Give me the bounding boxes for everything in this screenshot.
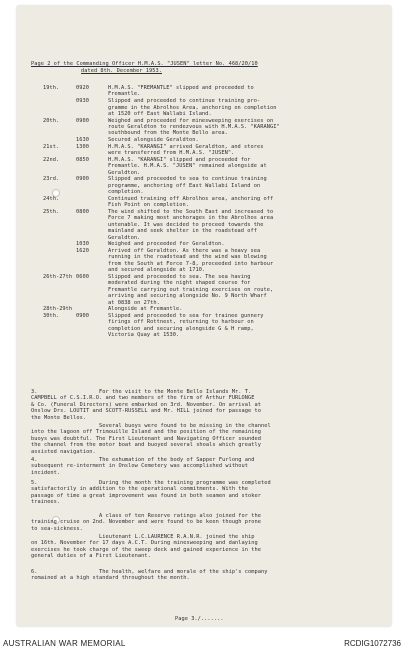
paragraph-line: general duties of a First Lieutenant. (31, 553, 151, 560)
paragraph-line: subsequent re-interment in Onslow Cemetery was accomplished without (31, 463, 249, 470)
log-time: 1620 (76, 248, 89, 254)
page-continuation: Page 3./....... (175, 616, 224, 622)
paragraph-line: trainees. (31, 499, 61, 506)
log-text-line: Fremantle. (108, 91, 141, 98)
log-text-line: Secured alongside Geraldton. (108, 137, 199, 144)
log-text-line: at 0838 on 27th. (108, 299, 160, 306)
log-text-line: were transferred from H.M.A.S. "JUSEN". (108, 150, 235, 157)
document-page (17, 6, 391, 626)
log-text-line: completion and securing alongside G & H ramp, (108, 325, 254, 332)
paragraph-line: buoys was doubtful. The First Lieutenant and Navigating Officer sounded (31, 435, 261, 442)
paragraph-line: & Co. (Funeral Directors) were embarked on 3rd. November. On arrival at (31, 401, 261, 408)
log-date: 20th. (43, 117, 60, 124)
paragraph-line: satisfactorily in addition to the operational commitments. With the (31, 486, 249, 493)
log-date: 25th. (43, 209, 60, 215)
log-time: 1300 (76, 143, 89, 150)
log-text-line: Force 7 making most anchorages in the Abrolhos area (108, 215, 274, 222)
log-text-line: H.M.A.S. "FREMANTLE" slipped and proceeded to (108, 85, 254, 91)
log-text-line: mainland and seek shelter in the roadstead off (108, 228, 257, 235)
log-text-line: Weighed and proceeded for minesweeping exercises on (108, 117, 274, 124)
paragraph-line: Onslow Drs. LOUTIT and SCOTT-RUSSELL and Mr. HILL joined for passage to (31, 408, 261, 415)
paragraph-line: 3. For the visit to the Monte Bello Islands Mr. T. (31, 389, 252, 395)
log-text-line: moderated during the night shaped course for (108, 280, 251, 287)
paragraph-line: CAMPBELL of C.S.I.R.O. and two members of the firm of Arthur FURLONGE (31, 395, 255, 402)
log-text-line: at 1520 off East Wallabi Island. (108, 110, 212, 117)
paragraph-line: 6. The health, welfare and morale of the ship's company (31, 569, 268, 575)
log-text-line: Arrived off Geraldton. As there was a heavy sea (108, 248, 261, 254)
log-text-line: arriving and securing alongside No. 9 North Wharf (108, 293, 267, 300)
log-time: 1030 (76, 241, 89, 248)
paragraph-line: training cruise on 2nd. November and were found to be keen though prone (31, 519, 261, 526)
log-time: 0920 (76, 85, 89, 91)
log-time: 0800 (76, 209, 89, 215)
log-time: 0900 (76, 117, 89, 124)
paragraph-line: A class of ten Reserve ratings also joined for the (31, 513, 261, 519)
log-text-line: gramme in the Abrolhos Area, anchoring on completion (108, 104, 277, 111)
log-time: 0930 (76, 98, 89, 105)
log-text-line: The wind shifted to the South East and increased to (108, 209, 274, 215)
log-date: 28th-29th (43, 306, 73, 313)
paragraph-line: the Monte Bellos. (31, 414, 87, 421)
paragraph-line: to sea-sickness. (31, 525, 83, 532)
log-text-line: from the South at Force 7-8, proceeded into harbour (108, 260, 274, 267)
log-text-line: H.M.A.S. "KARANGI" arrived Geraldton, and stores (108, 143, 264, 150)
log-text-line: Continued training off Abrolhos area, anchoring off (108, 195, 274, 202)
paragraph-line: incident. (31, 469, 61, 476)
log-date: 24th. (43, 195, 60, 202)
paragraph-line: passage of time a great improvement was found in both seamen and stoker (31, 492, 261, 499)
archive-name: AUSTRALIAN WAR MEMORIAL (3, 639, 126, 648)
log-text-line: Victoria Quay at 1530. (108, 332, 180, 339)
log-date: 21st. (43, 143, 60, 150)
archive-footer (0, 631, 407, 654)
log-date: 22nd. (43, 156, 60, 163)
log-time: 0600 (76, 273, 89, 280)
paragraph-line: 4. The exhumation of the body of Sapper Furlong and (31, 457, 255, 463)
paragraph-line: on 16th. November for 17 days A.C.T. During minesweeping and danlaying (31, 540, 258, 547)
log-text-line: route Geraldton to rendezvous with H.M.A.S. "KARANGI" (108, 124, 280, 130)
log-text-line: running in the roadstead and the wind was blowing (108, 254, 267, 261)
log-time: 0900 (76, 176, 89, 183)
paragraph-line: Several buoys were found to be missing in the channel (31, 423, 271, 429)
log-time: 0900 (76, 312, 89, 319)
paragraph-line: the channel from the motor boat and buoyed several shoals which greatly (31, 442, 261, 449)
log-time: 1630 (76, 137, 89, 144)
log-text-line: southbound from the Monte Bello area. (108, 130, 228, 137)
log-date: 26th-27th (43, 273, 73, 280)
log-text-line: firings off Rottnest, returning to harbour on (108, 319, 254, 326)
letter-header-line-2: dated 8th. December 1953. (81, 68, 162, 74)
letter-header-line-1: Page 2 of the Commanding Officer H.M.A.S. "JUSEN" letter No. 468/20/10 (31, 61, 258, 67)
log-text-line: Geraldton. (108, 169, 141, 176)
paragraph-line: into the lagoon off Trimouille Island and the position of the remaining (31, 429, 261, 436)
log-text-line: Slipped and proceeded to sea to continue training (108, 176, 267, 183)
log-text-line: Slipped and proceeded to sea for trainee gunnery (108, 312, 264, 319)
log-text-line: Alongside at Fremantle. (108, 306, 183, 313)
log-text-line: Fish Point on completion. (108, 202, 189, 209)
log-time: 0850 (76, 156, 89, 163)
log-text-line: and secured alongside at 1710. (108, 267, 206, 274)
paragraph-line: assisted navigation. (31, 448, 96, 455)
log-text-line: H.M.A.S. "KARANGI" slipped and proceeded for (108, 156, 251, 163)
log-text-line: Weighed and proceeded for Geraldton. (108, 241, 225, 248)
log-text-line: Fremantle. H.M.A.S. "JUSEN" remained alongside at (108, 163, 267, 170)
log-text-line: Slipped and proceeded to continue training pro- (108, 98, 261, 105)
log-text-line: untenable. It was decided to proceed towards the (108, 221, 264, 228)
log-date: 19th. (43, 85, 60, 91)
paragraph-line: remained at a high standard throughout the month. (31, 575, 190, 582)
log-date: 30th. (43, 312, 60, 319)
paragraph-line: Lieutenant L.C.LAURENCE R.A.N.R. joined the ship (31, 534, 255, 540)
log-date: 23rd. (43, 176, 60, 183)
paragraph-line: 5. During the month the training programme was completed (31, 480, 271, 486)
log-text-line: Fremantle carrying out training exercises on route, (108, 286, 274, 293)
log-text-line: Geraldton. (108, 234, 141, 241)
log-text-line: completion. (108, 189, 144, 196)
log-text-line: programme, anchoring off East Wallabi Island on (108, 182, 261, 189)
paragraph-line: exercises he took charge of the sweep deck and gained experience in the (31, 546, 261, 553)
log-text-line: Slipped and proceeded to sea. The sea having (108, 273, 251, 280)
archive-reference: RCDIG1072736 (344, 639, 401, 648)
